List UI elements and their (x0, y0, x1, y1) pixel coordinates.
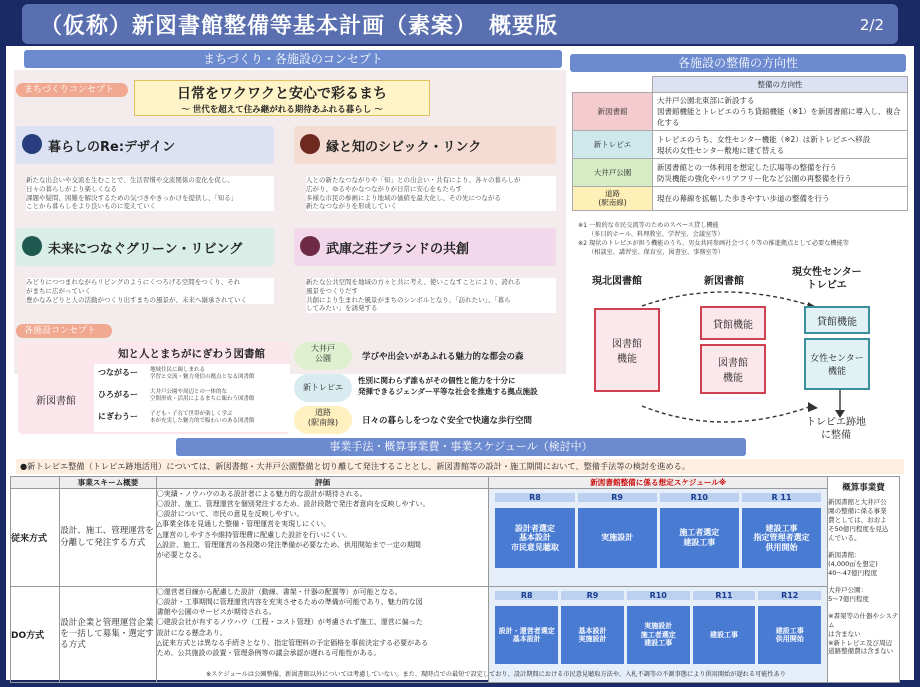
schedule-do: R8 R9 R10 R11 R12 設計・運営者選定 基本設計 基本設計 実施設計 実施設計 施工者選定 建設工事 建設工事 建設工事 供用開始 (489, 587, 828, 683)
diagram-women-center-box: 女性センター 機能 (804, 338, 870, 390)
concept-civic-bullets: 人との新たなつながりや「知」との出会い・共有により、各々の暮らしが 広がり、ゆるやかなつながりが日常に安心をもたらす 多様な市民の参画により地域の価値を最大化し、その先につながる 新たなつながりを形成していく (306, 176, 556, 211)
concept-green-label: 未来につなぐグリーン・リビング (48, 242, 243, 257)
town-concept-tag: まちづくりコンセプト (16, 83, 128, 97)
cost-box: 概算事業費 新図書館と大井戸公 園の整備に係る事業 費としては、おおよ そ50億円程度を見込 んでいる。 新図書館： (4,000㎡を想定) 40～47億円程度 大井戸公園： 5～7億円程度 ※書架等の什器やシステム は含まない ※新トレピエ及び周辺 道路整備費は含まない (828, 477, 900, 683)
direction-table: 整備の方向性 新図書館 大井戸公園北東部に新設する 図書館機能とトレピエのうち貸館機能（※1）を新図書館に導入し、複合化する 新トレピエ トレピエのうち、女性センター機能（※2）は新トレピエへ移設 現状の女性センター敷地に建て替える 大井戸公園 新図書館との一体利用を想定した広場等の整備を行う 防災機能の強化やバリアフリー化など公園の再整備を行う 道路 (駅南線) 現在の幕線を拡幅した歩きやすい歩道の整備を行う (572, 76, 908, 211)
main-concept-sub: ～ 世代を超えて住み継がれる期待あふれる暮らし ～ (181, 105, 383, 115)
diagram-new-library-box: 図書館 機能 (700, 344, 766, 394)
page-number: 2/2 (859, 16, 884, 34)
concept-redesign-bullets: 新たな出会いや交流を生むことで、生活習慣や交流関係の変化を促し、 日々の暮らしがより楽しくなる 課題や疑問、困難を解決するための気づきやきっかけを提供し、「知る」 ことから暮らしをより良いものに変えていく (26, 176, 274, 211)
diagram-old-library-box: 図書館 機能 (594, 308, 660, 392)
library-title: 知と人とまちがにぎわう図書館 (118, 348, 265, 360)
concept-brand (294, 228, 556, 266)
schedule-note: ●新トレピエ整備（トレピエ跡地活用）については、新図書館・大井戸公園整備と切り離して発注することとし、新図書館等の設計・施工期間において、整備手法等の検討を進める。 (16, 459, 904, 474)
concept-civic (294, 126, 556, 164)
concept-green (16, 228, 274, 266)
schedule-section-title: 事業手法・概算事業費・事業スケジュール（検討中） (176, 438, 746, 456)
page-body (6, 46, 914, 680)
schedule-conventional: R8 R9 R10 R 11 設計者選定 基本設計 市民意見聴取 実施設計 施工者選定 建設工事 建設工事 指定管理者選定 供用開始 (489, 489, 828, 587)
facility-concept-tag: 各施設コンセプト (16, 324, 112, 338)
concept-dot (22, 236, 42, 256)
method-table: 事業スキーム概要 評価 新図書館整備に係る想定スケジュール※ 概算事業費 新図書館と大井戸公 園の整備に係る事業 費としては、おおよ そ50億円程度を見込 んでいる。 新図書館： (4,000㎡を想定) 40～47億円程度 大井戸公園： 5～7億円程度 ※書架等の什器やシステム は含まない ※新トレピエ及び周辺 道路整備費は含まない 従来方式 設計、施工、管理運営を分離して発注する方式 〇実績・ノウハウのある設計者による魅力的な設計が期待される。 〇設計、施工、管理運営を個別発注するため、設計段階で発注者意向を反映しやすい。 〇設計について、市民の意見を反映しやすい。 △事業全体を見通した整備・管理運営を実現しにくい。 △運営のしやすさや維持管理費に配慮した設計を行いにくい。 △設計、施工、管理運営の各段階の発注準備が必要なため、供用開始まで一定の期間 が必要となる。 R8 R9 R10 R 11 設計者選定 基本設計 市民意見聴取 実施設計 施工者選定 建設工事 建設工事 指定管理者選定 供用開始 DO方式 設計企業と管理運営企業を一括して募集・選定する方式 〇運営者目線から配慮した設計（動線、書架・什器の配置等）が可能となる。 〇設計・工事期間に管理運営内容を充実させるための準備が可能であり、魅力的な図 書館や公園のサービスが期待される。 〇建設会社が有するノウハウ（工程・コスト管理）が考慮されず施工、運営に偏った 設計になる懸念あり。 △従来方式とは異なる手続きとなり、指定管理料の予定価格を事前決定する必要がある ため、公共施設の設置・管理条例等の議会承認が遅れる可能性がある。 R8 R9 R10 R11 R12 設計・運営者選定 基本設計 基本設計 実施設計 実施設計 施工者選定 建設工事 建設工事 建設工事 供用開始 (10, 476, 900, 683)
diagram-site-label: トレピエ跡地 に整備 (806, 417, 866, 441)
diagram-new-rent-box: 貸館機能 (700, 306, 766, 340)
concept-dot (300, 236, 320, 256)
header-bar (22, 4, 898, 44)
concept-brand-label: 武庫之荘ブランドの共創 (326, 242, 470, 257)
concept-brand-bullets: 新たな公共空間を地域の方々と共に考え、使いこなすことにより、誇れる 風景をつくりだす 共創により生まれた風景がまちのシンボルとなり、「訪れたい」、「暮ら してみたい」を誘発する (306, 278, 556, 313)
library-label: 新図書館 (36, 395, 76, 407)
facility-row-road: 道路 (駅南線) 日々の暮らしをつなぐ安全で快適な歩行空間 (294, 406, 556, 436)
schedule-footnote: ※スケジュールは公園整備、新図書館以外については考慮していない。また、現時点での最短で設定しており、設計期間における市民意見聴取方法や、入札不調等の不測事態により供用開始が遅れる可能性あり (206, 671, 786, 678)
facility-row-park: 大井戸 公園 学びや出会いがあふれる魅力的な都会の森 (294, 342, 556, 372)
diagram-trepie-label: 現女性センター トレピエ (792, 267, 862, 291)
diagram-new-library-label: 新図書館 (704, 276, 744, 287)
facility-row-trepie: 新トレピエ 性別に関わらず誰もがその個性と能力を十分に 発揮できるジェンダー平等な社会を推進する拠点施設 (294, 374, 556, 404)
page-title: （仮称）新図書館整備等基本計画（素案） 概要版 (40, 14, 559, 39)
diagram-trepie-rent-box: 貸館機能 (804, 306, 870, 334)
main-concept-title: 日常をワクワクと安心で彩るまち (177, 86, 387, 102)
main-concept-box (134, 80, 430, 116)
concept-dot (22, 134, 42, 154)
concept-redesign (16, 126, 274, 164)
concept-green-bullets: みどりにつつまれながらリビングのようにくつろげる空間をつくり、それ がまちに広がっていく 豊かなみどりと人の活動がつくり出すまちの風景が、未来へ継承されていく (26, 278, 274, 304)
concept-section-title: まちづくり・各施設のコンセプト (24, 50, 562, 68)
concept-dot (300, 134, 320, 154)
concept-civic-label: 縁と知のシビック・リンク (326, 140, 482, 155)
library-concept-box: 新図書館 知と人とまちがにぎわう図書館 つながるー 地域住民に親しまれる 学習と交流・魅力発信の拠点となる図書館 ひろがるー 大井戸公園や周辺との一体的な 空間形成・活用によるまちに賑わう図書館 にぎわうー 子ども・子育て世帯が楽しく学ぶ 本が充実した魅力的で賑わいのある図書館 (18, 342, 290, 434)
direction-notes: ※1 一般的な市民交流等のためのスペース貸し機能 （多目的ホール、料理教室、学習室、会議室等） ※2 現状のトレピエが担う機能のうち、男女共同参画社会づくり等の推進拠点として必要な機能等 （相談室、講習室、保育室、図書室、事務室等） (578, 222, 849, 256)
concept-redesign-label: 暮らしのRe:デザイン (48, 140, 176, 155)
diagram-old-library-label: 現北図書館 (592, 276, 642, 287)
direction-section-title: 各施設の整備の方向性 (570, 54, 906, 72)
